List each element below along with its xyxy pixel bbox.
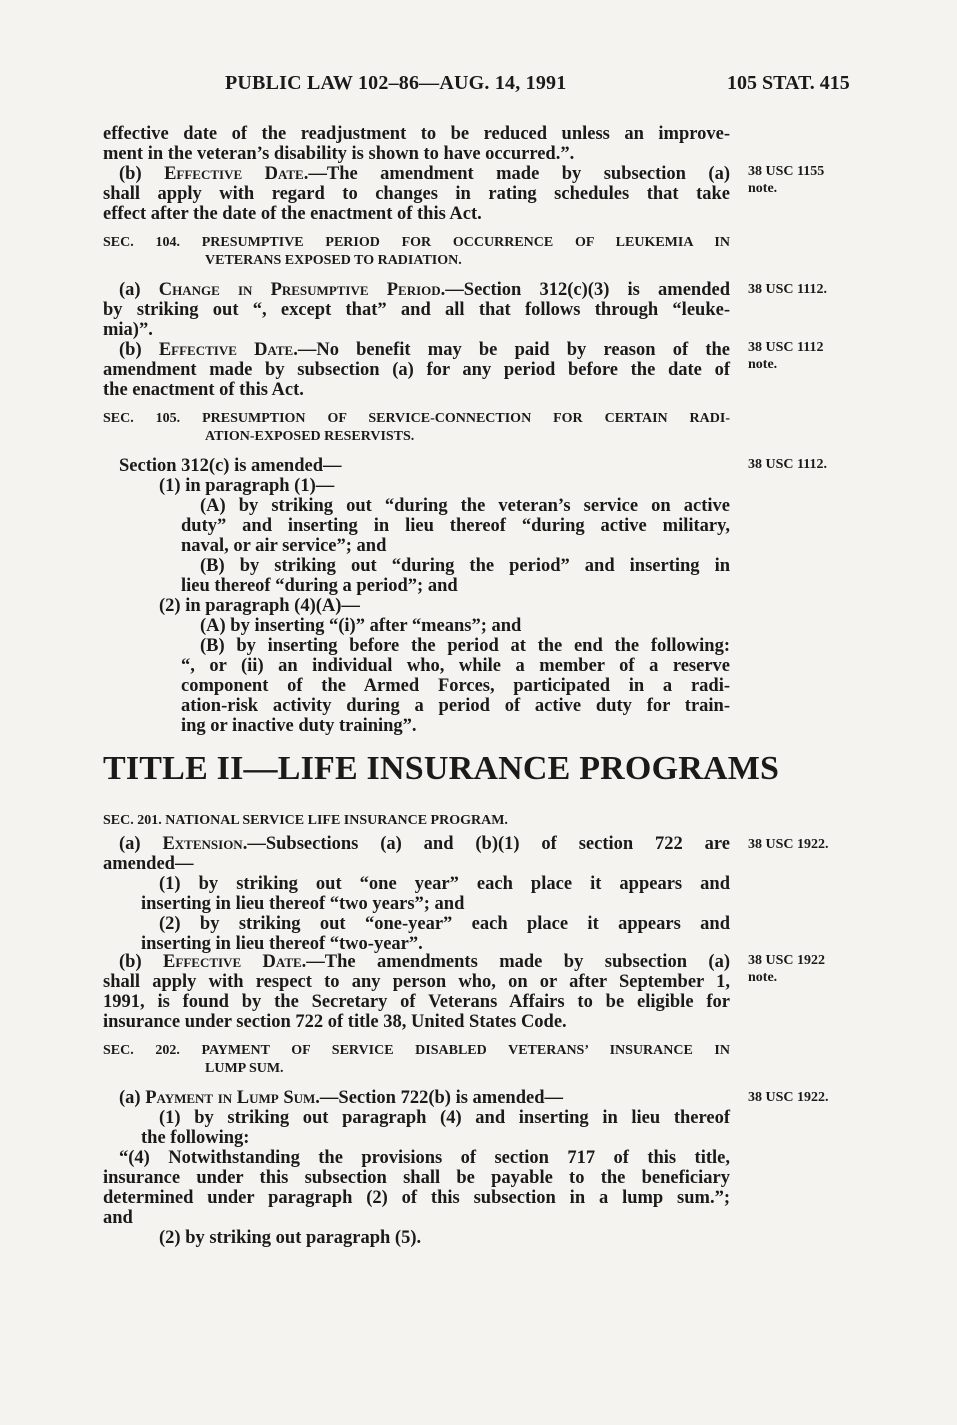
text-line: (A) by inserting “(i)” after “means”; and: [200, 616, 522, 636]
text-line: (B) by striking out “during the period” and inserting in: [200, 556, 730, 576]
text-line: inserting in lieu thereof “two-year”.: [141, 934, 423, 954]
text-line: (a) Change in Presumptive Period.—Section 312(c)(3) is amended: [119, 280, 730, 300]
subsection-heading: Change in Presumptive Period: [158, 280, 441, 300]
text-line: component of the Armed Forces, participated in a radi-: [181, 676, 730, 696]
page-number: 105 STAT. 415: [727, 72, 850, 94]
text-line: shall apply with regard to changes in rating schedules that take: [103, 184, 730, 204]
text-line: ing or inactive duty training”.: [181, 716, 417, 736]
title-heading: TITLE II—LIFE INSURANCE PROGRAMS: [103, 750, 780, 787]
text-line: the enactment of this Act.: [103, 380, 304, 400]
margin-note: 38 USC 1112.: [748, 282, 827, 297]
text-line: determined under paragraph (2) of this subsection in a lump sum.”;: [103, 1188, 730, 1208]
subsection-heading: Extension: [162, 834, 243, 854]
text-line: (A) by striking out “during the veteran’s service on active: [200, 496, 730, 516]
section-105-body: [103, 456, 730, 736]
text-line: insurance under section 722 of title 38, United States Code.: [103, 1012, 567, 1032]
subsection-effective-date-1: [103, 164, 730, 224]
subsection-heading: Effective Date: [163, 952, 302, 972]
text-line: the following:: [141, 1128, 250, 1148]
text-line: effective date of the readjustment to be reduced unless an improve-: [103, 124, 730, 144]
text-line: by striking out “, except that” and all that follows through “leuke-: [103, 300, 730, 320]
subsection-heading: Effective Date: [164, 164, 304, 184]
subsection-effective-date-2: [103, 340, 730, 400]
text-line: inserting in lieu thereof “two years”; and: [141, 894, 465, 914]
text-line: 1991, is found by the Secretary of Veterans Affairs to be eligible for: [103, 992, 730, 1012]
text-line: (B) by inserting before the period at the end the following:: [200, 636, 730, 656]
text-line: Section 312(c) is amended—: [119, 456, 342, 476]
text-line: (2) by striking out “one-year” each place it appears and: [159, 914, 730, 934]
text-line: (1) by striking out “one year” each place it appears and: [159, 874, 730, 894]
text-line: insurance under this subsection shall be payable to the beneficiary: [103, 1168, 730, 1188]
text-line: (b) Effective Date.—No benefit may be paid by reason of the: [119, 340, 730, 360]
margin-note: 38 USC 1922.: [748, 1090, 829, 1105]
margin-note: 38 USC 1922 note.: [748, 953, 826, 985]
subsection-payment-in-lump-sum: [103, 1088, 730, 1248]
running-header: PUBLIC LAW 102–86—AUG. 14, 1991: [225, 72, 567, 94]
text-line: ment in the veteran’s disability is shown to have occurred.”.: [103, 144, 575, 164]
text-line: “(4) Notwithstanding the provisions of section 717 of this title,: [119, 1148, 730, 1168]
text-line: and: [103, 1208, 133, 1228]
text-line: (1) by striking out paragraph (4) and inserting in lieu thereof: [159, 1108, 730, 1128]
text-line: shall apply with respect to any person who, on or after September 1,: [103, 972, 730, 992]
subsection-extension: [103, 834, 730, 954]
text-line: lieu thereof “during a period”; and: [181, 576, 458, 596]
text-line: (b) Effective Date.—The amendments made by subsection (a): [119, 952, 730, 972]
paragraph-continuation: [103, 124, 730, 164]
subsection-change-in-presumptive-period: [103, 280, 730, 340]
text-line: naval, or air service”; and: [181, 536, 387, 556]
text-line: duty” and inserting in lieu thereof “during active military,: [181, 516, 730, 536]
margin-note: 38 USC 1112 note.: [748, 340, 824, 372]
margin-note: 38 USC 1155 note.: [748, 164, 825, 196]
text-line: (2) by striking out paragraph (5).: [159, 1228, 422, 1248]
text-line: “, or (ii) an individual who, while a member of a reserve: [181, 656, 730, 676]
text-line: mia)”.: [103, 320, 153, 340]
margin-note: 38 USC 1922.: [748, 837, 829, 852]
section-heading-201: SEC. 201. NATIONAL SERVICE LIFE INSURANCE PROGRAM.: [103, 813, 508, 828]
margin-note: 38 USC 1112.: [748, 457, 827, 472]
text-line: (a) Payment in Lump Sum.—Section 722(b) is amended—: [119, 1088, 563, 1108]
text-line: amendment made by subsection (a) for any period before the date of: [103, 360, 730, 380]
text-line: effect after the date of the enactment of this Act.: [103, 204, 482, 224]
subsection-heading: Payment in Lump Sum: [145, 1088, 316, 1108]
section-heading-105: SEC. 105. PRESUMPTION OF SERVICE-CONNECTION FOR CERTAIN RADI- ATION-EXPOSED RESERVISTS.: [103, 411, 730, 444]
text-line: (a) Extension.—Subsections (a) and (b)(1) of section 722 are: [119, 834, 730, 854]
subsection-effective-date-3: [103, 952, 730, 1032]
text-line: (b) Effective Date.—The amendment made by subsection (a): [119, 164, 730, 184]
text-line: (1) in paragraph (1)—: [159, 476, 335, 496]
section-heading-104: SEC. 104. PRESUMPTIVE PERIOD FOR OCCURRENCE OF LEUKEMIA IN VETERANS EXPOSED TO RADIATION.: [103, 235, 730, 268]
subsection-heading: Effective Date: [158, 340, 294, 360]
section-heading-202: SEC. 202. PAYMENT OF SERVICE DISABLED VETERANS’ INSURANCE IN LUMP SUM.: [103, 1043, 730, 1076]
text-line: amended—: [103, 854, 194, 874]
text-line: (2) in paragraph (4)(A)—: [159, 596, 360, 616]
text-line: ation-risk activity during a period of active duty for train-: [181, 696, 730, 716]
